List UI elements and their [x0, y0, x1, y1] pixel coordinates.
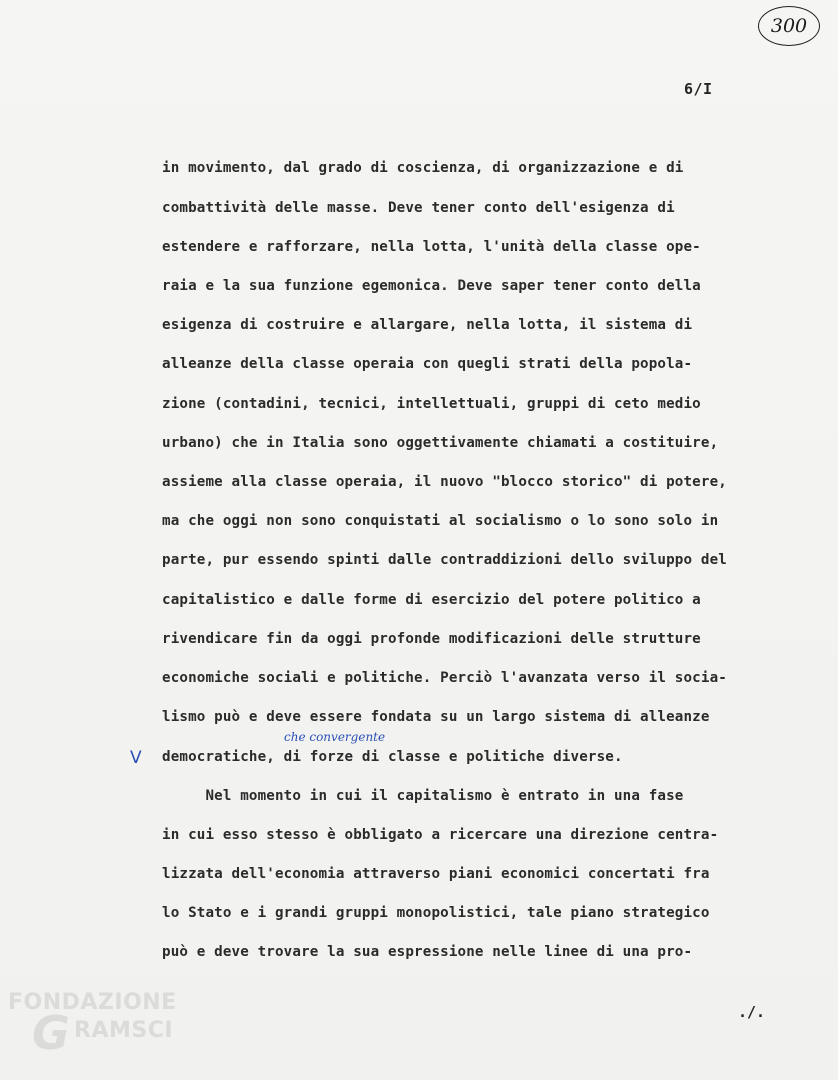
text-line: esigenza di costruire e allargare, nella lotta, il sistema di — [162, 317, 693, 333]
text-line: alleanze della classe operaia con quegli strati della popola- — [162, 356, 693, 372]
watermark-line-2: RAMSCI — [74, 1018, 174, 1043]
text-line: può e deve trovare la sua espressione nelle linee di una pro- — [162, 944, 693, 960]
text-line: estendere e rafforzare, nella lotta, l'unità della classe ope- — [162, 239, 701, 255]
text-line: democratiche, di forze di classe e politiche diverse. — [162, 749, 623, 765]
text-line: in movimento, dal grado di coscienza, di organizzazione e di — [162, 160, 684, 176]
text-line: capitalistico e dalle forme di esercizio del potere politico a — [162, 592, 701, 608]
watermark-line-1: FONDAZIONE — [8, 990, 177, 1015]
continuation-mark: ./. — [738, 1003, 766, 1021]
text-line: lismo può e deve essere fondata su un largo sistema di alleanze — [162, 709, 710, 725]
text-line: zione (contadini, tecnici, intellettuali, gruppi di ceto medio — [162, 396, 701, 412]
watermark-initial: G — [32, 1006, 70, 1060]
text-line: combattività delle masse. Deve tener conto dell'esigenza di — [162, 200, 675, 216]
handwritten-insert: che convergente — [284, 730, 386, 744]
text-line: assieme alla classe operaia, il nuovo "blocco storico" di potere, — [162, 474, 727, 490]
archive-number: 300 — [770, 15, 808, 37]
archive-number-stamp — [758, 6, 820, 46]
text-line: Nel momento in cui il capitalismo è entrato in una fase — [162, 788, 684, 804]
text-line: raia e la sua funzione egemonica. Deve saper tener conto della — [162, 278, 701, 294]
text-line: lizzata dell'economia attraverso piani economici concertati fra — [162, 866, 710, 882]
text-line: in cui esso stesso è obbligato a ricercare una direzione centra- — [162, 827, 719, 843]
text-line: lo Stato e i grandi gruppi monopolistici, tale piano strategico — [162, 905, 710, 921]
page-number: 6/I — [684, 80, 713, 98]
fondazione-gramsci-watermark — [8, 990, 208, 1070]
text-line: ma che oggi non sono conquistati al socialismo o lo sono solo in — [162, 513, 719, 529]
text-line: rivendicare fin da oggi profonde modificazioni delle strutture — [162, 631, 701, 647]
margin-check-mark: V — [130, 748, 142, 768]
text-line: urbano) che in Italia sono oggettivamente chiamati a costituire, — [162, 435, 719, 451]
text-line: parte, pur essendo spinti dalle contraddizioni dello sviluppo del — [162, 552, 727, 568]
text-line: economiche sociali e politiche. Perciò l'avanzata verso il socia- — [162, 670, 727, 686]
